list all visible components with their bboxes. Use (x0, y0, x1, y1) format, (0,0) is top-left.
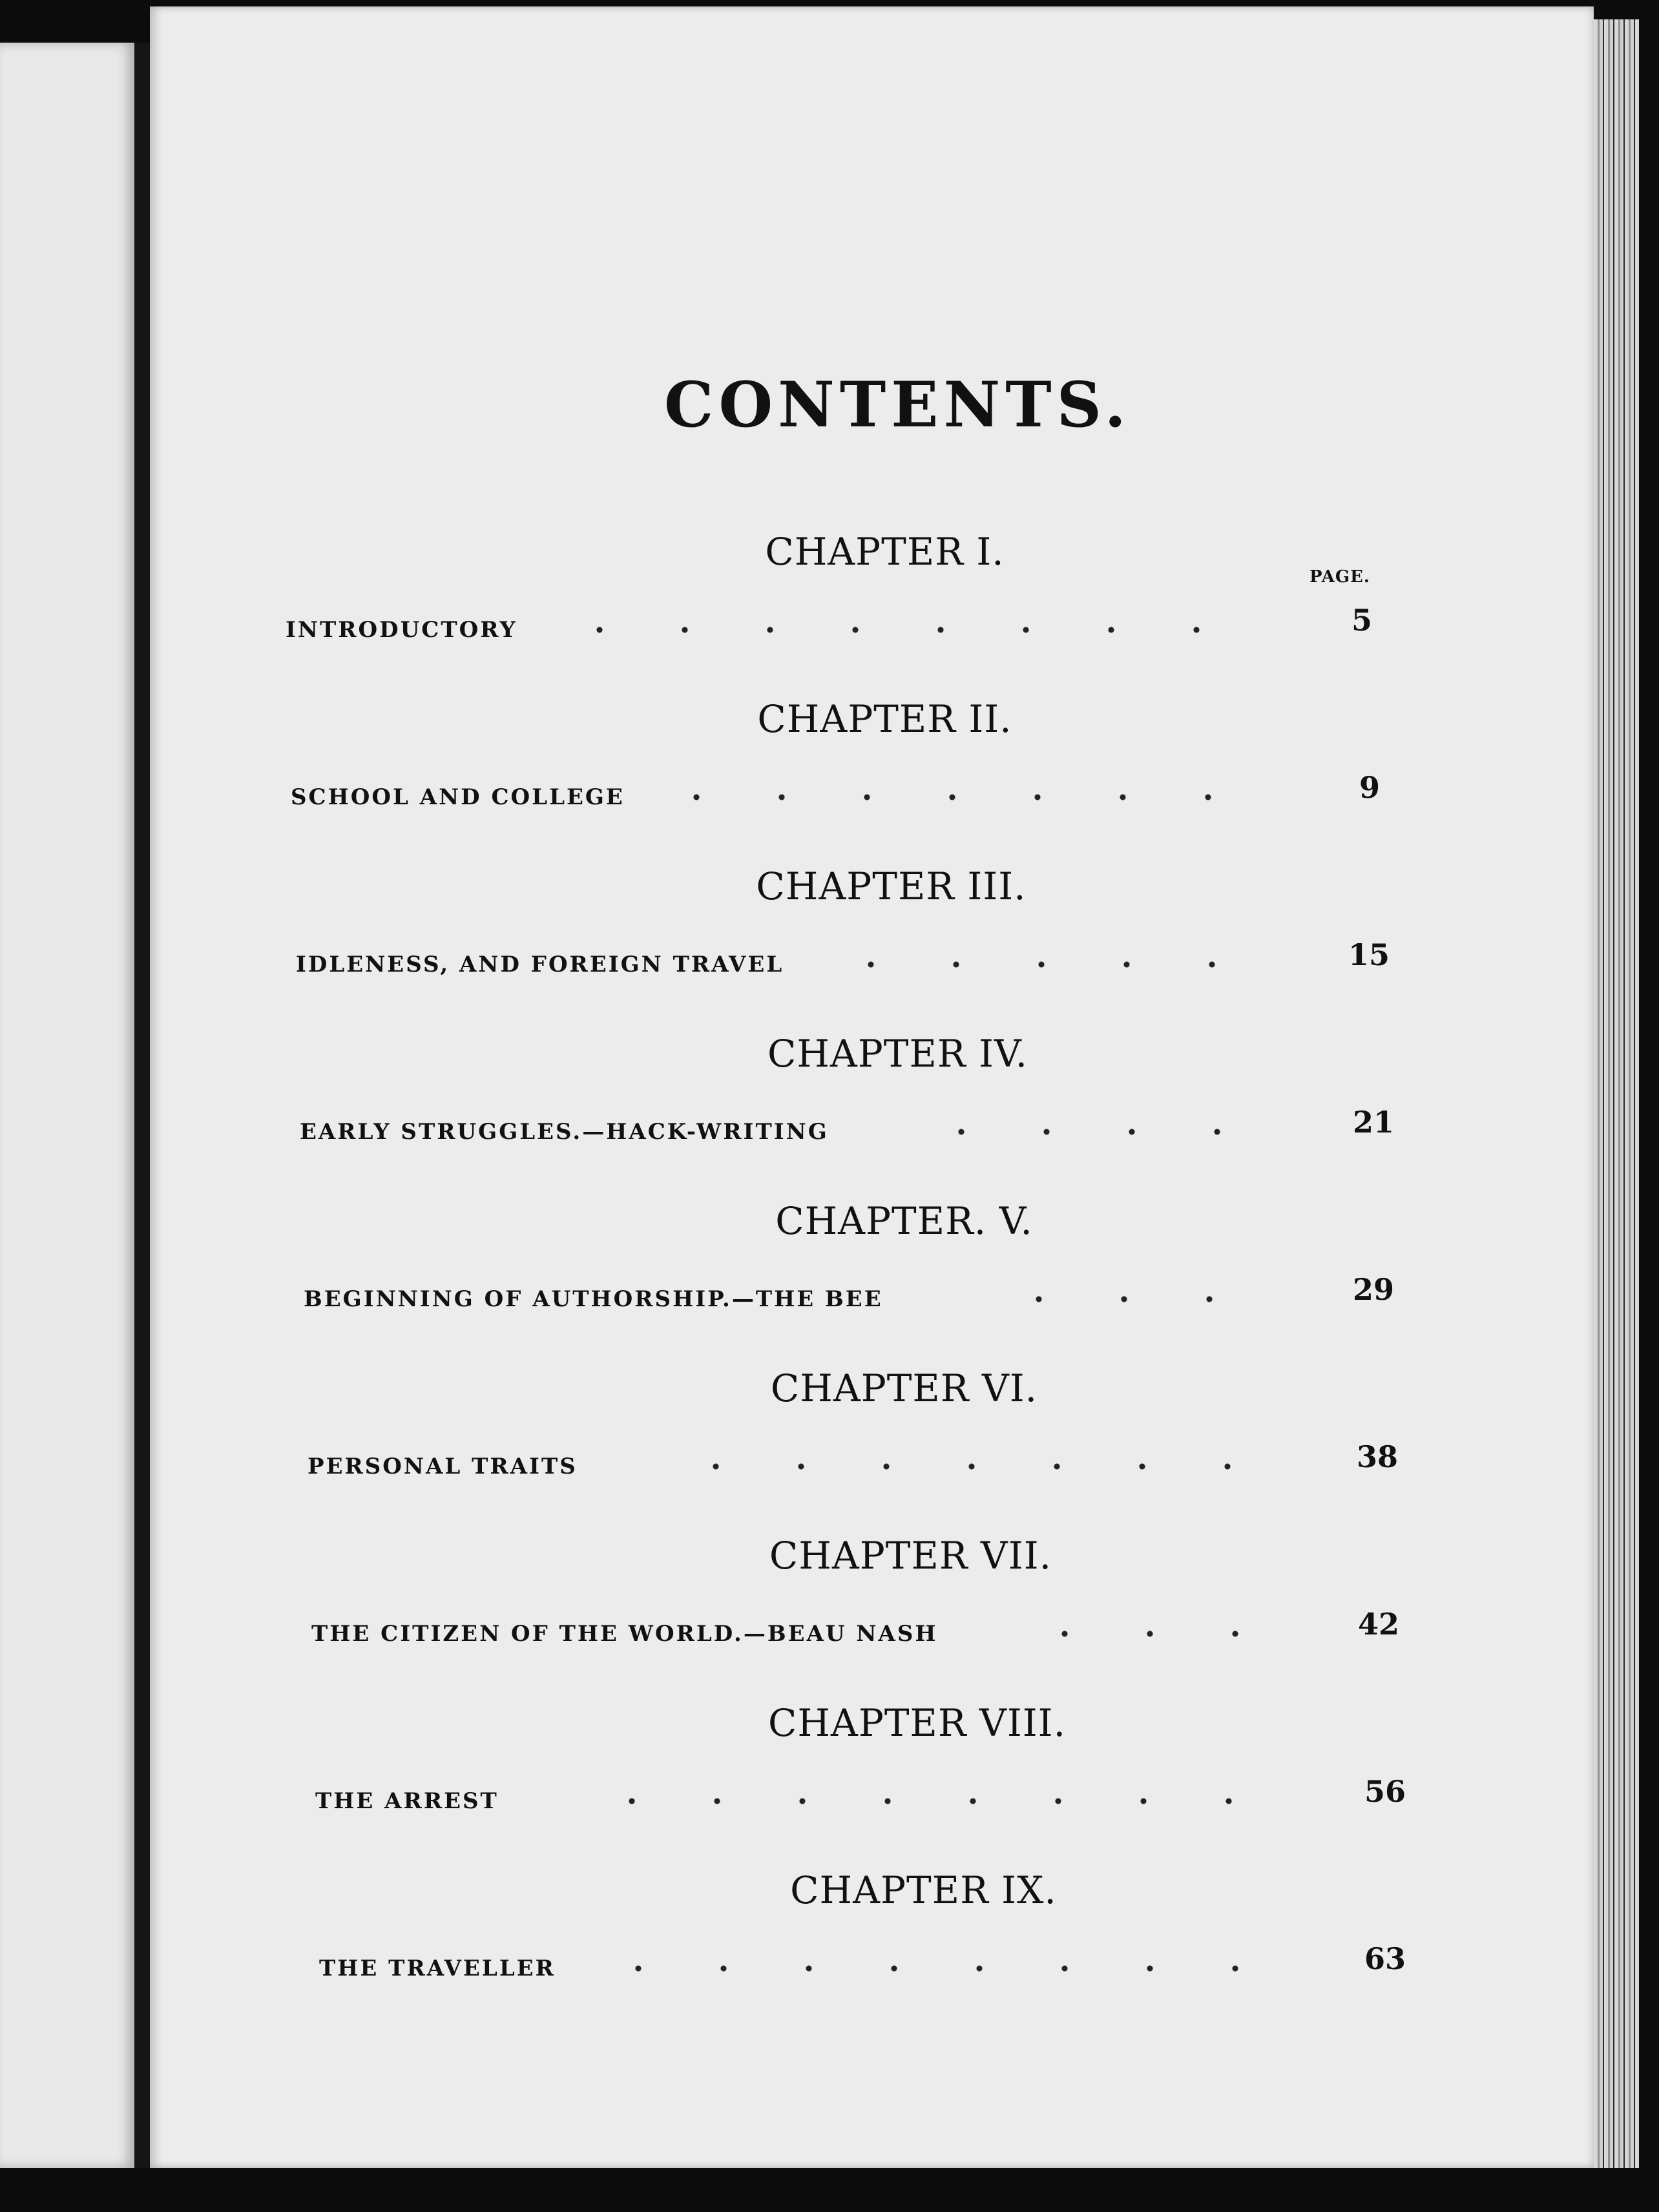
dot-leaders (990, 1288, 1274, 1310)
page-number: 63 (1364, 1941, 1406, 1976)
chapter-title: IDLENESS, AND FOREIGN TRAVEL (296, 952, 784, 977)
contents-heading: CONTENTS. (664, 368, 1131, 441)
chapter-heading: CHAPTER VIII. (767, 1701, 1067, 1745)
toc-entry-chapter-3 (150, 864, 1594, 1035)
page-number: 38 (1357, 1439, 1399, 1474)
chapter-heading: CHAPTER VII. (769, 1534, 1052, 1578)
toc-entry-chapter-8 (150, 1701, 1594, 1872)
toc-entry-chapter-9 (150, 1868, 1594, 2039)
dot-leaders (822, 954, 1261, 976)
dot-leaders (667, 1456, 1274, 1477)
page-stack-edge (1594, 19, 1639, 2168)
chapter-heading: CHAPTER IX. (790, 1868, 1057, 1912)
dot-leaders (583, 1790, 1293, 1812)
chapter-title: EARLY STRUGGLES.—HACK-WRITING (300, 1119, 829, 1145)
chapter-heading: CHAPTER II. (757, 697, 1012, 741)
chapter-title: BEGINNING OF AUTHORSHIP.—THE BEE (304, 1286, 883, 1312)
chapter-title: THE CITIZEN OF THE WORLD.—BEAU NASH (311, 1621, 938, 1647)
book-gutter (134, 43, 150, 2168)
left-page-edge (0, 43, 134, 2168)
dot-leaders (647, 786, 1261, 808)
dot-leaders (1016, 1623, 1287, 1645)
toc-entry-chapter-6 (150, 1366, 1594, 1537)
page-number: 21 (1353, 1105, 1395, 1140)
chapter-heading: CHAPTER IV. (767, 1032, 1028, 1076)
page-column-label: PAGE. (1309, 567, 1370, 587)
chapter-title: PERSONAL TRAITS (308, 1454, 578, 1479)
contents-page (150, 6, 1594, 2168)
toc-entry-chapter-7 (150, 1534, 1594, 1704)
page-number: 56 (1364, 1774, 1406, 1809)
chapter-heading: CHAPTER I. (765, 530, 1005, 574)
page-number: 29 (1353, 1272, 1395, 1307)
chapter-title: INTRODUCTORY (286, 617, 517, 643)
chapter-title: SCHOOL AND COLLEGE (291, 784, 625, 810)
toc-entry-chapter-5 (150, 1199, 1594, 1370)
page-number: 15 (1348, 937, 1390, 972)
page-number: 42 (1358, 1607, 1400, 1642)
toc-entry-chapter-4 (150, 1032, 1594, 1202)
toc-entry-chapter-2 (150, 697, 1594, 868)
chapter-title: THE ARREST (315, 1788, 499, 1814)
chapter-heading: CHAPTER III. (756, 864, 1027, 908)
page-number: 5 (1351, 603, 1373, 638)
chapter-heading: CHAPTER VI. (770, 1366, 1038, 1410)
chapter-heading: CHAPTER. V. (775, 1199, 1033, 1243)
toc-entry-chapter-1 (150, 530, 1594, 700)
dot-leaders (550, 619, 1261, 641)
dot-leaders (589, 1957, 1300, 1979)
page-number: 9 (1359, 770, 1381, 805)
dot-leaders (912, 1121, 1274, 1143)
chapter-title: THE TRAVELLER (319, 1956, 556, 1981)
